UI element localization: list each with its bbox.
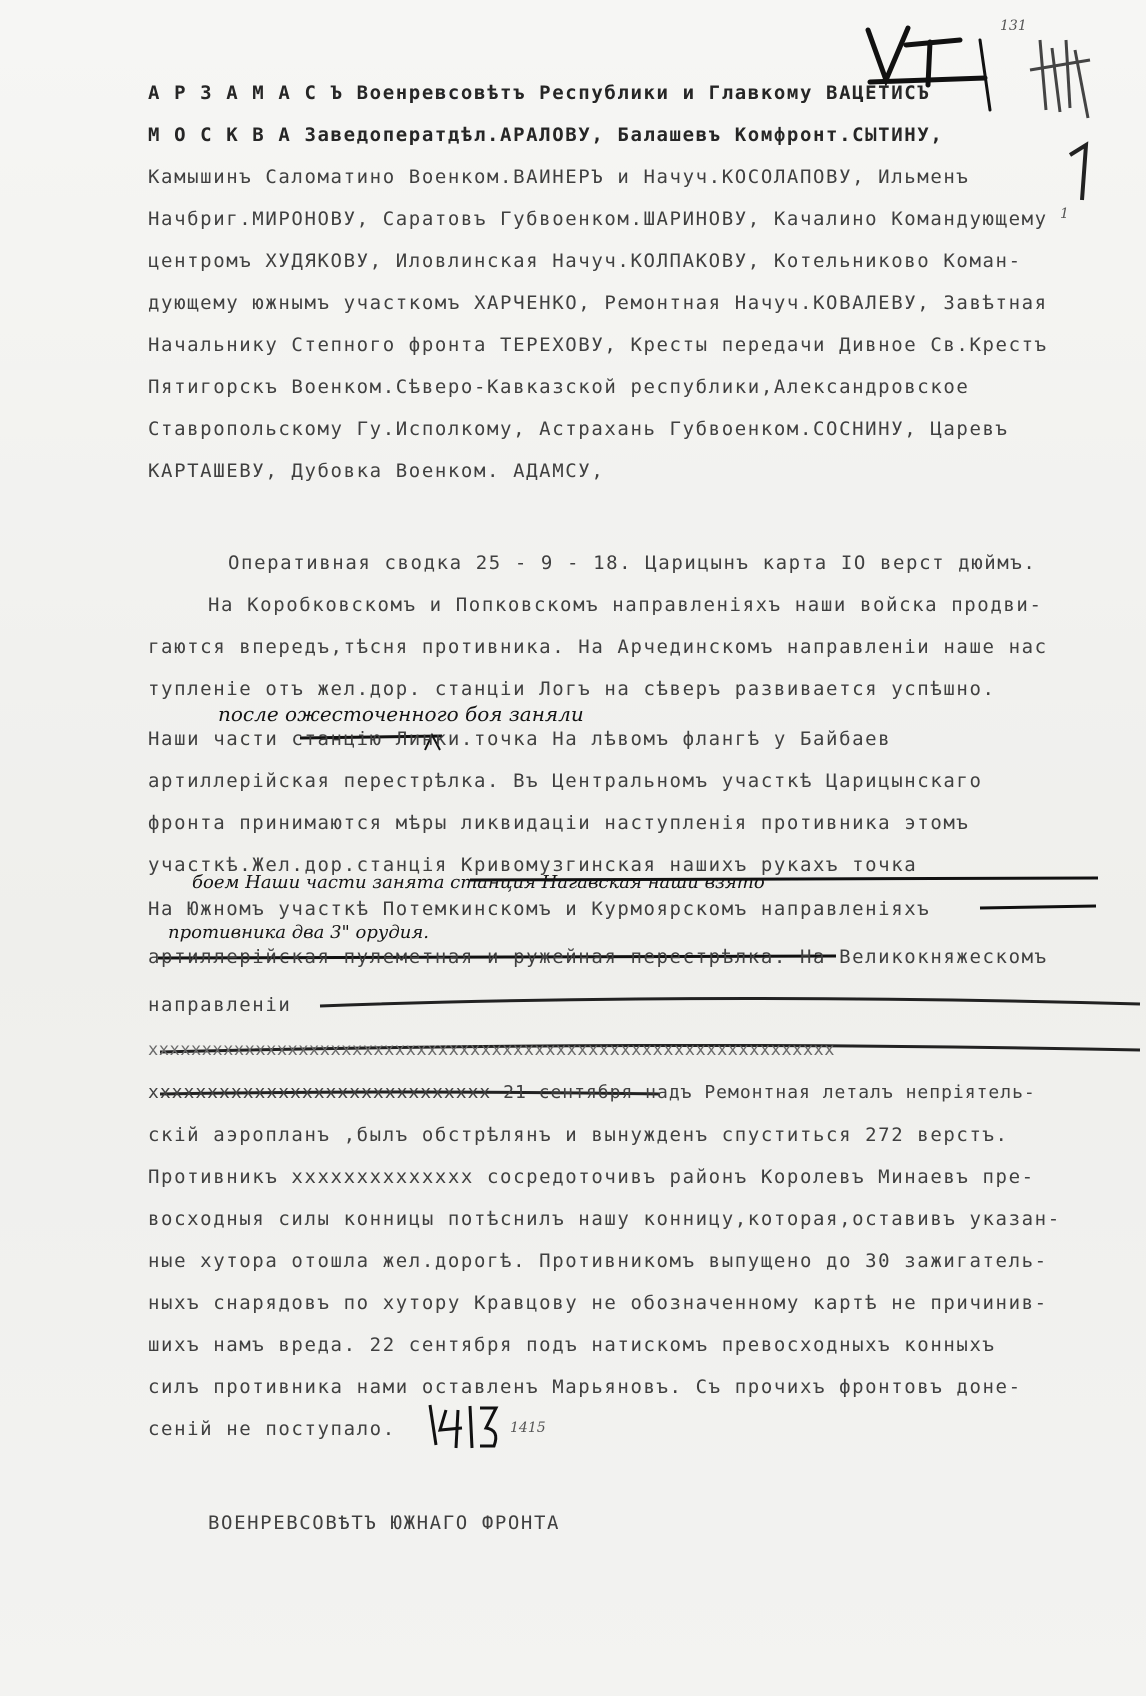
address-line: Камышинъ Саломатино Военком.ВАИНЕРЪ и Начуч.КОСОЛАПОВУ, Ильменъ (148, 166, 970, 188)
body-line: На Южномъ участкѣ Потемкинскомъ и Курмоярскомъ направленiяхъ (148, 898, 931, 920)
body-line: восходныя силы конницы потѣснилъ нашу конницу,которая,оставивъ указан- (148, 1208, 1061, 1230)
stamp-number-text: 1415 (510, 1420, 546, 1436)
body-line: скiй аэропланъ ,былъ обстрѣлянъ и вынужденъ спуститься 272 верстъ. (148, 1124, 1009, 1146)
body-line: сенiй не поступало. (148, 1418, 396, 1440)
address-line: Начальнику Степного фронта ТЕРЕХОВУ, Кресты передачи Дивное Св.Крестъ (148, 334, 1048, 356)
folio-stamp-text: 1 (1060, 206, 1069, 222)
address-line: Ставропольскому Гу.Исполкому, Астрахань Губвоенком.СОСНИНУ, Царевъ (148, 418, 1009, 440)
body-line: тупленiе отъ жел.дор. станцiи Логъ на сѣверъ развивается успѣшно. (148, 678, 996, 700)
body-line: Наши части станцiю Линки.точка На лѣвомъ флангѣ у Байбаев (148, 728, 892, 750)
body-line: шихъ намъ вреда. 22 сентября подъ натискомъ превосходныхъ конныхъ (148, 1334, 996, 1356)
body-line: фронта принимаются мѣры ликвидацiи наступленiя противника этомъ (148, 812, 970, 834)
address-line: М О С К В А Заведоператдѣл.АРАЛОВУ, Балашевъ Комфронт.СЫТИНУ, (148, 124, 944, 146)
signature: ВОЕНРЕВСОВѢТЪ ЮЖНАГО ФРОНТА (208, 1512, 561, 1534)
body-line: На Коробковскомъ и Попковскомъ направленiяхъ наши войска продви- (208, 594, 1043, 616)
address-line: А Р З А М А С Ъ Военревсовѣтъ Республики и Главкому ВАЦЕТИСЪ (148, 82, 931, 104)
body-line: Противникъ xxxxxxxxxxxxxx сосредоточивъ районъ Королевъ Минаевъ пре- (148, 1166, 1035, 1188)
struck-line: xxxxxxxxxxxxxxxxxxxxxxxxxxxxxxxxxxxxxxxxxxxxxxxxxxxxxxxxxxxxxxxx (148, 1040, 836, 1060)
report-heading: Оперативная сводка 25 - 9 - 18. Царицынъ карта IO верст дюймъ. (228, 552, 1037, 574)
folio-number-text: 131 (1000, 18, 1027, 34)
handwritten-insert: противника два 3" орудия. (168, 922, 429, 943)
strike-line (320, 998, 1140, 1006)
handwritten-insert: после ожесточенного боя заняли (218, 702, 584, 726)
body-line: артиллерiйская пулеметная и ружейная перестрѣлка. На Великокняжескомъ (148, 946, 1048, 968)
address-line: Пятигорскъ Военком.Сѣверо-Кавказской республики,Александровское (148, 376, 970, 398)
strike-line (980, 906, 1096, 908)
address-line: Начбриг.МИРОНОВУ, Саратовъ Губвоенком.ШАРИНОВУ, Качалино Командующему (148, 208, 1048, 230)
body-line: участкѣ.Жел.дор.станцiя Кривомузгинская нашихъ рукахъ точка (148, 854, 918, 876)
body-line: гаются впередъ,тѣсня противника. На Арчединскомъ направленiи наше нас (148, 636, 1048, 658)
body-line: направленiи (148, 994, 292, 1016)
address-line: центромъ ХУДЯКОВУ, Иловлинская Начуч.КОЛПАКОВУ, Котельниково Коман- (148, 250, 1022, 272)
stamp-number-mark (430, 1405, 496, 1448)
folio-stamp-number (1070, 145, 1086, 200)
body-line: xxxxxxxxxxxxxxxxxxxxxxxxxxxxx 21 сентября надъ Ремонтная леталъ непрiятель- (148, 1082, 1036, 1103)
body-line: силъ противника нами оставленъ Марьяновъ. Съ прочихъ фронтовъ доне- (148, 1376, 1022, 1398)
body-line: ные хутора отошла жел.дорогѣ. Противникомъ выпущено до 30 зажигатель- (148, 1250, 1048, 1272)
body-line: артиллерiйская перестрѣлка. Въ Центральномъ участкѣ Царицынскаго (148, 770, 983, 792)
body-line: ныхъ снарядовъ по хутору Кравцову не обозначенному картѣ не причинив- (148, 1292, 1048, 1314)
address-line: дующему южнымъ участкомъ ХАРЧЕНКО, Ремонтная Начуч.КОВАЛЕВУ, Завѣтная (148, 292, 1048, 314)
handwritten-insert: боем Наши части занятa станция Нагавская наши взято (192, 872, 765, 893)
address-line: КАРТАШЕВУ, Дубовка Военком. АДАМСУ, (148, 460, 605, 482)
crossed-folio-mark (1030, 40, 1090, 118)
